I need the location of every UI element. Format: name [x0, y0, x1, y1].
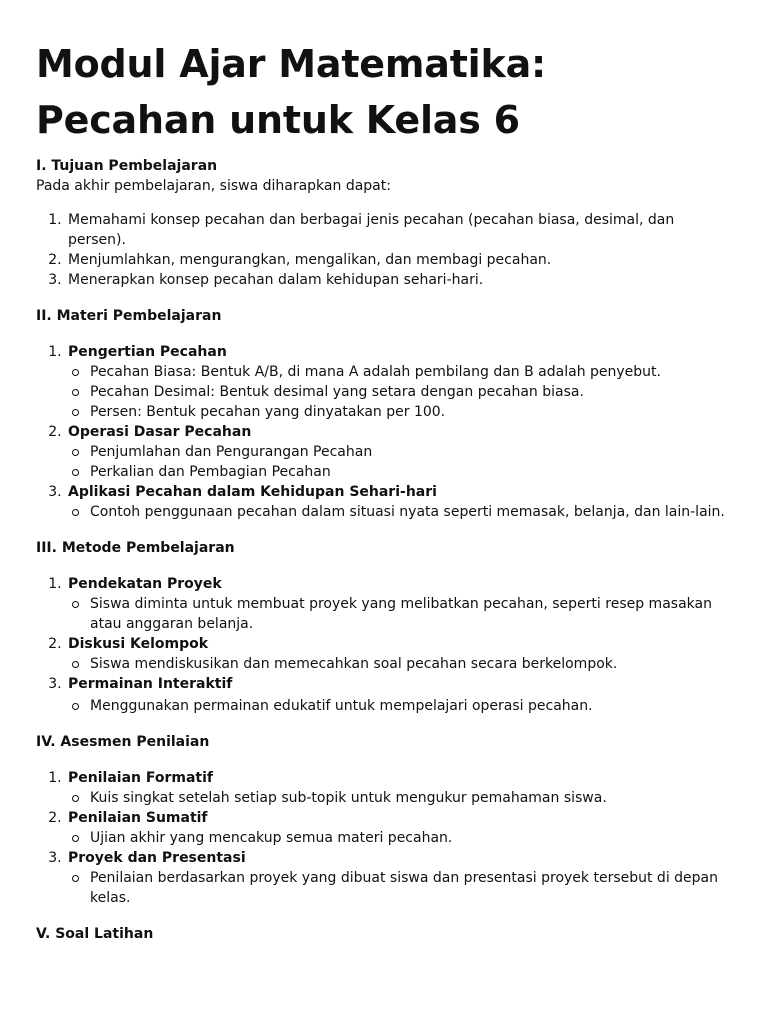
section-heading: V. Soal Latihan [36, 926, 154, 942]
section-heading: III. Metode Pembelajaran [36, 540, 235, 556]
section-heading: II. Materi Pembelajaran [36, 308, 222, 324]
objectives-list [36, 210, 732, 290]
item-title: Diskusi Kelompok [68, 636, 209, 652]
assessment-list [36, 768, 732, 908]
item-title: Proyek dan Presentasi [68, 850, 246, 866]
sub-item: Persen: Bentuk pecahan yang dinyatakan per 100. [88, 402, 732, 422]
sub-item: Pecahan Desimal: Bentuk desimal yang setara dengan pecahan biasa. [88, 382, 732, 402]
sub-list [68, 502, 732, 522]
sub-list [68, 594, 732, 634]
sub-item: Kuis singkat setelah setiap sub-topik untuk mengukur pemahaman siswa. [88, 788, 732, 808]
sub-list [68, 788, 732, 808]
materials-list [36, 342, 732, 522]
list-item: 2. Menjumlahkan, mengurangkan, mengalikan, dan membagi pecahan. [66, 250, 732, 270]
list-item [66, 674, 732, 716]
sub-item: Pecahan Biasa: Bentuk A/B, di mana A adalah pembilang dan B adalah penyebut. [88, 362, 732, 382]
section-heading: IV. Asesmen Penilaian [36, 734, 210, 750]
sub-list [68, 868, 732, 908]
sub-item: Siswa diminta untuk membuat proyek yang melibatkan pecahan, seperti resep masakan atau anggaran belanja. [88, 594, 732, 634]
sub-list [68, 828, 732, 848]
sub-list [68, 442, 732, 482]
item-title: Penilaian Formatif [68, 770, 213, 786]
list-item [66, 342, 732, 422]
sub-item: Perkalian dan Pembagian Pecahan [88, 462, 732, 482]
sub-item: Siswa mendiskusikan dan memecahkan soal pecahan secara berkelompok. [88, 654, 732, 674]
section-asesmen [36, 732, 732, 908]
section-materi [36, 306, 732, 522]
section-heading: I. Tujuan Pembelajaran [36, 158, 218, 174]
section-tujuan [36, 156, 732, 290]
list-item [66, 634, 732, 674]
list-item [66, 808, 732, 848]
sub-list [68, 362, 732, 422]
document-title: Modul Ajar Matematika: Pecahan untuk Kelas 6 [36, 42, 547, 142]
item-title: Pendekatan Proyek [68, 576, 222, 592]
section-metode [36, 538, 732, 716]
methods-list [36, 574, 732, 716]
sub-item: Menggunakan permainan edukatif untuk mempelajari operasi pecahan. [88, 696, 732, 716]
section-soal-latihan [36, 924, 732, 944]
list-item [66, 574, 732, 634]
list-item: 1. Memahami konsep pecahan dan berbagai jenis pecahan (pecahan biasa, desimal, dan persen). [66, 210, 732, 250]
sub-list [68, 654, 732, 674]
sub-item: Ujian akhir yang mencakup semua materi pecahan. [88, 828, 732, 848]
list-item: 3. Menerapkan konsep pecahan dalam kehidupan sehari-hari. [66, 270, 732, 290]
item-title: Penilaian Sumatif [68, 810, 208, 826]
list-item [66, 848, 732, 908]
sub-item: Penilaian berdasarkan proyek yang dibuat siswa dan presentasi proyek tersebut di depan kelas. [88, 868, 732, 908]
list-item [66, 768, 732, 808]
sub-item: Contoh penggunaan pecahan dalam situasi nyata seperti memasak, belanja, dan lain-lain. [88, 502, 732, 522]
item-title: Pengertian Pecahan [68, 344, 227, 360]
item-title: Operasi Dasar Pecahan [68, 424, 252, 440]
item-title: Aplikasi Pecahan dalam Kehidupan Sehari-hari [68, 484, 437, 500]
sub-item: Penjumlahan dan Pengurangan Pecahan [88, 442, 732, 462]
sub-list [68, 696, 732, 716]
item-title: Permainan Interaktif [68, 676, 233, 692]
list-item [66, 422, 732, 482]
list-item [66, 482, 732, 522]
section-intro: Pada akhir pembelajaran, siswa diharapkan dapat: [36, 178, 391, 194]
